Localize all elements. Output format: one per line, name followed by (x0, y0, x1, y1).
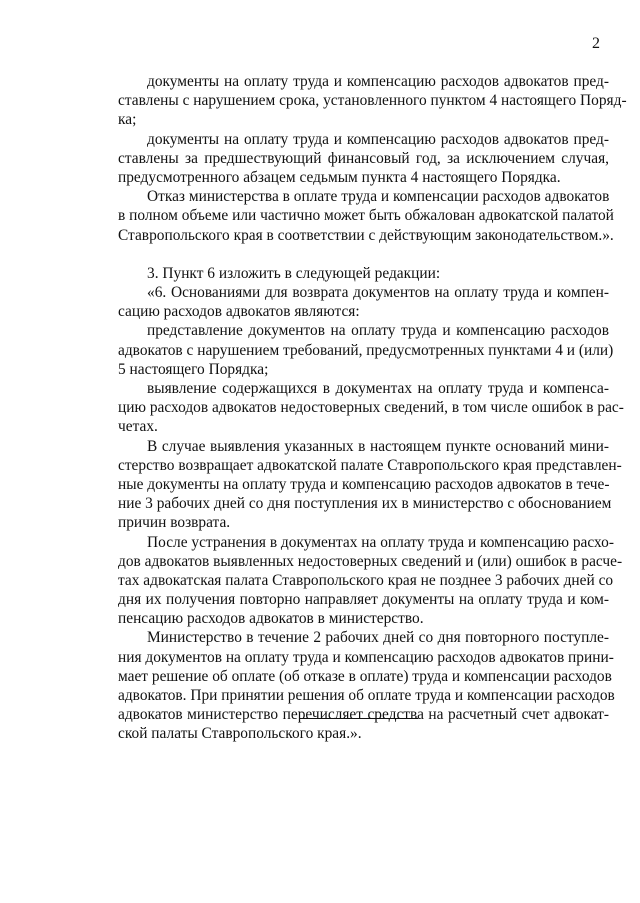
text-line: После устранения в документах на оплату труда и компенсацию расхо- (147, 533, 614, 551)
text-line: документы на оплату труда и компенсацию расходов адвокатов пред- (147, 73, 609, 90)
text-line: документы на оплату труда и компенсацию расходов адвокатов пред- (147, 130, 609, 148)
text-line: ния документов на оплату труда и компенсацию расходов адвокатов прини- (118, 648, 614, 666)
text-line: ской палаты Ставропольского края.». (118, 725, 362, 743)
text-line: адвокатов. При принятии решения об оплате труда и компенсации расходов (118, 687, 615, 704)
text-line: дня их получения повторно направляет документы на оплату труда и ком- (118, 591, 609, 609)
text-line: Ставропольского края в соответствии с действующим законодательством.». (118, 226, 614, 244)
text-line: ние 3 рабочих дней со дня поступления их в министерство с обоснованием (118, 495, 612, 513)
document-body (118, 72, 627, 744)
text-line: представление документов на оплату труда и компенсацию расходов (147, 322, 609, 340)
text-line: Отказ министерства в оплате труда и компенсации расходов адвокатов (147, 188, 610, 206)
text-line: четах. (118, 418, 158, 436)
text-line: причин возврата. (118, 514, 231, 532)
text-line: выявление содержащихся в документах на оплату труда и компенса- (147, 380, 609, 397)
text-line: Министерство в течение 2 рабочих дней со дня повторного поступле- (147, 629, 609, 647)
text-line: ные документы на оплату труда и компенсацию расходов адвокатов в тече- (118, 475, 610, 493)
text-line: ставлены за предшествующий финансовый год, за исключением случая, (118, 149, 609, 167)
text-line: адвокатов с нарушением требований, предусмотренных пунктами 4 и (или) (118, 341, 614, 359)
text-line: дов адвокатов выявленных недостоверных сведений и (или) ошибок в расче- (118, 552, 623, 570)
text-line: мает решение об оплате (об отказе в оплате) труда и компенсации расходов (118, 667, 612, 685)
text-line: В случае выявления указанных в настоящем пункте оснований мини- (147, 437, 609, 455)
text-line: в полном объеме или частично может быть обжалован адвокатской палатой (118, 207, 614, 225)
paragraph-gap (118, 245, 609, 264)
text-line: ставлены с нарушением срока, установленного пунктом 4 настоящего Поряд- (118, 92, 627, 110)
text-line: адвокатов министерство перечисляет средства на расчетный счет адвокат- (118, 706, 609, 724)
text-line: тах адвокатская палата Ставропольского края не позднее 3 рабочих дней со (118, 571, 614, 589)
closing-rule (300, 718, 418, 719)
text-line: 3. Пункт 6 изложить в следующей редакции: (147, 264, 441, 282)
text-line: стерство возвращает адвокатской палате Ставропольского края представлен- (118, 456, 622, 474)
text-line: сацию расходов адвокатов являются: (118, 303, 360, 321)
text-line: пенсацию расходов адвокатов в министерство. (118, 610, 424, 628)
text-line: «6. Основаниями для возврата документов на оплату труда и компен- (147, 284, 609, 302)
text-line: предусмотренного абзацем седьмым пункта 4 настоящего Порядка. (118, 168, 561, 186)
text-line: цию расходов адвокатов недостоверных сведений, в том числе ошибок в рас- (118, 399, 624, 417)
text-line: 5 настоящего Порядка; (118, 360, 269, 378)
text-line: ка; (118, 111, 137, 129)
page-number: 2 (592, 35, 600, 52)
